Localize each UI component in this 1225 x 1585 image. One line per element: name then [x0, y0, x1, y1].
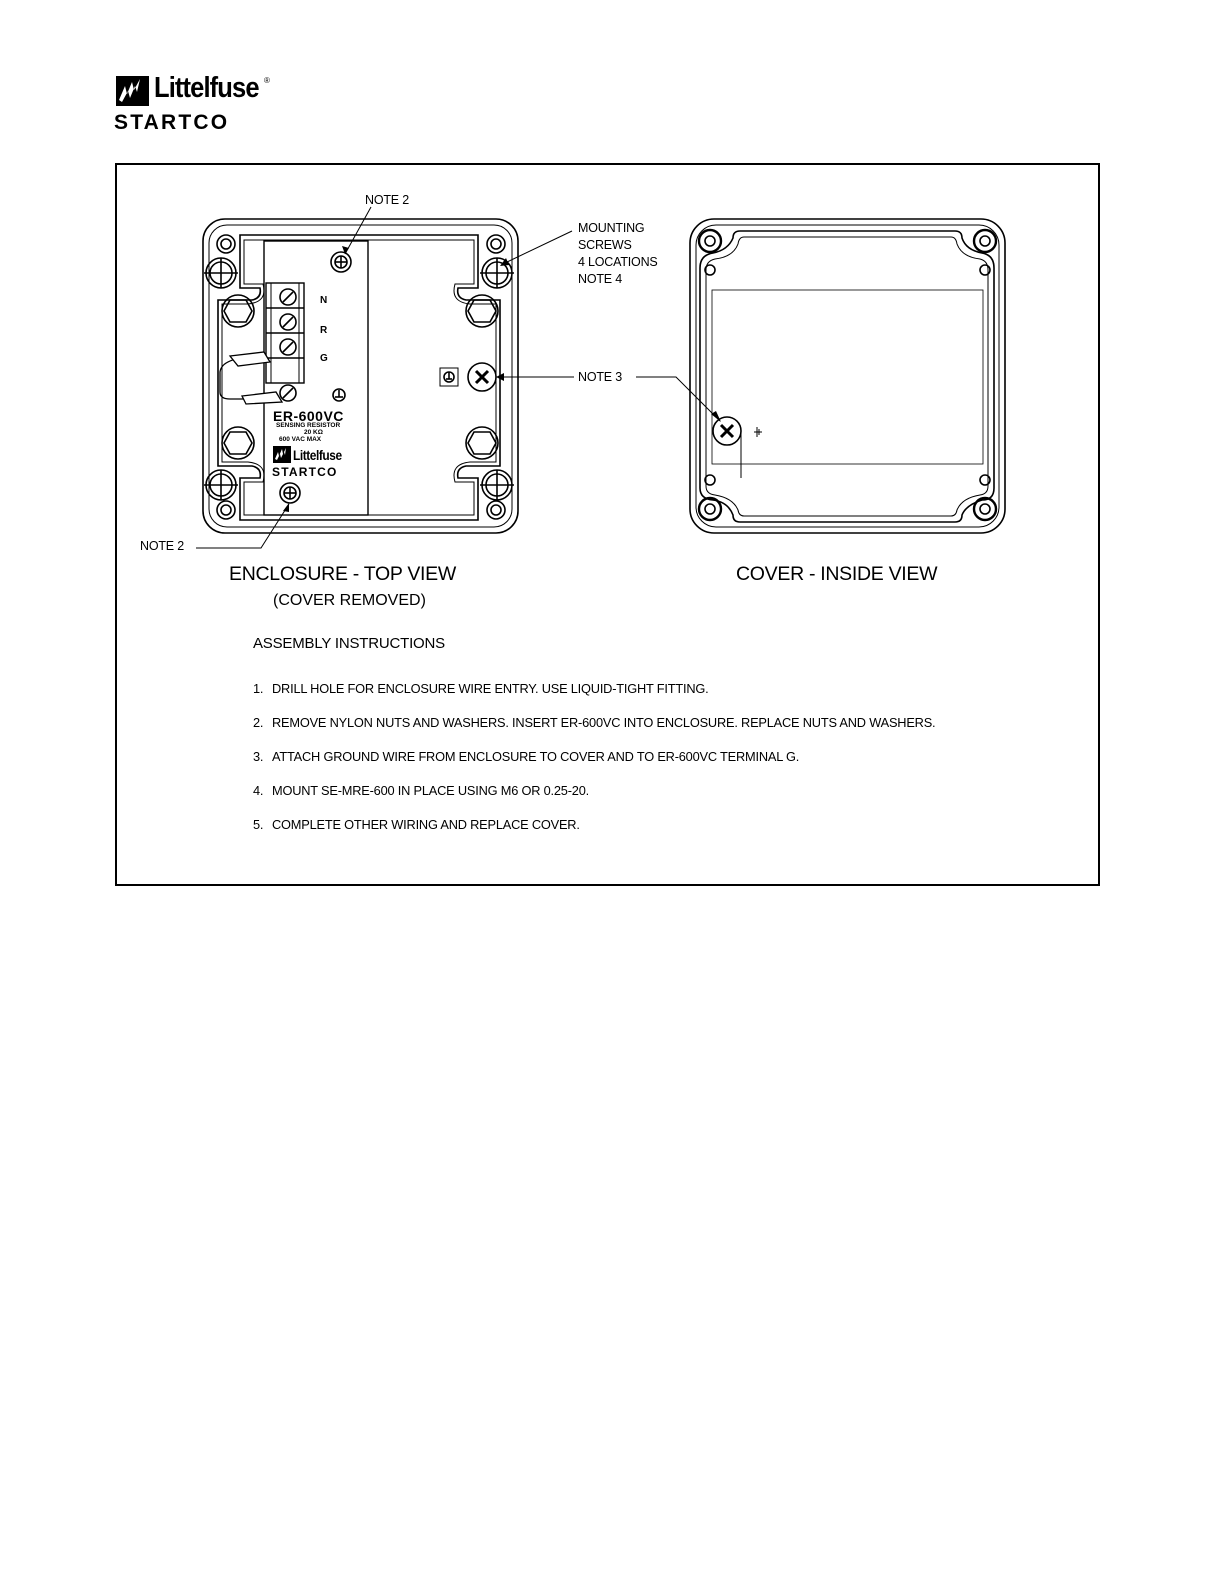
- list-item: [253, 715, 935, 749]
- ground-screw-icon: [440, 363, 496, 391]
- arrowheads: [283, 246, 721, 512]
- enclosure-view-title: ENCLOSURE - TOP VIEW: [229, 563, 456, 585]
- enclosure-view-subtitle: (COVER REMOVED): [273, 592, 426, 609]
- step-number: 4.: [253, 783, 264, 798]
- terminal-r-label: R: [320, 325, 328, 336]
- logo-sub-brand: STARTCO: [114, 111, 230, 134]
- step-text: REMOVE NYLON NUTS AND WASHERS. INSERT ER-600VC INTO ENCLOSURE. REPLACE NUTS AND WASHERS.: [272, 715, 936, 730]
- enclosure-body: [203, 219, 518, 533]
- step-text: COMPLETE OTHER WIRING AND REPLACE COVER.: [272, 817, 580, 832]
- step-text: DRILL HOLE FOR ENCLOSURE WIRE ENTRY. USE LIQUID-TIGHT FITTING.: [272, 681, 709, 696]
- step-text: MOUNT SE-MRE-600 IN PLACE USING M6 OR 0.25-20.: [272, 783, 589, 798]
- list-item: [253, 681, 935, 715]
- assembly-instructions-title: ASSEMBLY INSTRUCTIONS: [253, 635, 445, 652]
- step-text: ATTACH GROUND WIRE FROM ENCLOSURE TO COVER AND TO ER-600VC TERMINAL G.: [272, 749, 800, 764]
- ground-wire: [220, 352, 282, 404]
- module-brand-label: Littelfuse: [293, 447, 342, 463]
- logo-brand-name: Littelfuse: [154, 72, 259, 104]
- cover-inside: [690, 219, 1005, 533]
- mounting-screws-label-line-1: MOUNTING: [578, 221, 645, 235]
- mounting-screws-label-line-3: 4 LOCATIONS: [578, 255, 658, 269]
- terminal-n-label: N: [320, 295, 328, 306]
- note-3-label: NOTE 3: [578, 370, 622, 384]
- list-item: [253, 749, 935, 783]
- assembly-steps-list: [253, 681, 935, 851]
- cover-view-title: COVER - INSIDE VIEW: [736, 563, 938, 585]
- mounting-screws-label-line-4: NOTE 4: [578, 272, 622, 286]
- module-spec-line-1: SENSING RESISTOR: [276, 422, 341, 429]
- module-spec-line-2: 20 KΩ: [304, 429, 323, 436]
- step-number: 5.: [253, 817, 264, 832]
- step-number: 2.: [253, 715, 264, 730]
- terminal-g-label: G: [320, 353, 328, 364]
- mounting-screws-label-line-2: SCREWS: [578, 238, 632, 252]
- list-item: [253, 817, 935, 851]
- list-item: [253, 783, 935, 817]
- module-spec-line-3: 600 VAC MAX: [279, 436, 322, 443]
- step-number: 3.: [253, 749, 264, 764]
- note-2-bottom-label: NOTE 2: [140, 539, 184, 553]
- module-logo-icon: [273, 446, 291, 463]
- registered-mark-icon: ®: [264, 76, 270, 85]
- note-2-top-label: NOTE 2: [365, 193, 409, 207]
- module-brand-sub-label: STARTCO: [272, 465, 338, 479]
- module-model-label: ER-600VC: [273, 408, 344, 424]
- step-number: 1.: [253, 681, 264, 696]
